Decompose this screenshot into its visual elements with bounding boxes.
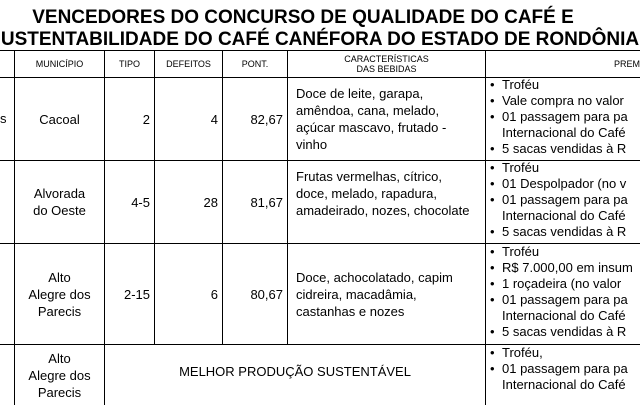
municipio-line: Parecis (37, 384, 82, 400)
municipio-line: Alto (48, 350, 71, 366)
table-row-1-tipo: 2 (142, 111, 150, 127)
prize-item: • 5 sacas vendidas à R (488, 224, 640, 240)
table-row-2-municipio (15, 161, 104, 243)
municipio-line: Parecis (37, 303, 82, 319)
prize-item: Internacional do Café (502, 125, 626, 140)
document-title-line-2: USTENTABILIDADE DO CAFÉ CANÉFORA DO ESTADO DE RONDÔNIA (0, 29, 640, 50)
table-row-2-tipo: 4-5 (131, 194, 150, 210)
table-row-1-defeitos: 4 (210, 111, 218, 127)
table-row-4-merged-category: MELHOR PRODUÇÃO SUSTENTÁVEL (179, 363, 411, 379)
prize-item: • 5 sacas vendidas à R (488, 324, 640, 340)
prize-item: Internacional do Café (502, 377, 626, 392)
prize-item: • R$ 7.000,00 em insum (488, 260, 640, 276)
table-row-1-pont: 82,67 (250, 111, 283, 127)
header-municipio: MUNICÍPIO (35, 59, 84, 69)
table-row-3-tipo: 2-15 (123, 286, 150, 302)
table-row-4-municipio (15, 345, 104, 405)
header-premios: PREM (613, 59, 640, 69)
prize-item: • 1 roçadeira (no valor (488, 276, 640, 292)
prize-item: • 01 passagem para pa (488, 292, 640, 308)
table-row-2-caracteristicas: Frutas vermelhas, cítrico, doce, melado, rapadura, amadeirado, nozes, chocolate (296, 169, 470, 218)
table-row-3-premios (488, 244, 640, 340)
municipio-line: do Oeste (33, 203, 86, 218)
prize-item: • Troféu (488, 160, 640, 176)
header-pont: PONT. (241, 59, 269, 69)
prize-item: Internacional do Café (502, 308, 626, 323)
table-row-2-premios (488, 160, 640, 240)
prize-item: • 01 passagem para pa (488, 192, 640, 208)
header-caracteristicas-line-2: DAS BEBIDAS (356, 64, 417, 74)
table-row-3-pont: 80,67 (250, 286, 283, 302)
prize-item: • Vale compra no valor (488, 93, 640, 109)
prize-item: • 01 Despolpador (no v (488, 176, 640, 192)
header-caracteristicas (288, 52, 485, 76)
prize-item: • 01 passagem para pa (488, 109, 640, 125)
table-rule (485, 50, 486, 405)
municipio-line: Alto (48, 269, 71, 285)
table-rule (0, 50, 640, 51)
table-row-1-caracteristicas: Doce de leite, garapa, amêndoa, cana, melado, açúcar mascavo, frutado - vinho (296, 86, 447, 152)
municipio-line: Alegre dos (28, 367, 91, 383)
municipio-line: Alvorada (33, 186, 86, 201)
prize-item: • Troféu, (488, 345, 640, 361)
header-caracteristicas-line-1: CARACTERÍSTICAS (344, 54, 429, 64)
municipio-line: Cacoal (39, 111, 80, 127)
prize-item: • Troféu (488, 244, 640, 260)
header-tipo: TIPO (118, 59, 140, 69)
prize-item: • 01 passagem para pa (488, 361, 640, 377)
table-row-4-premios (488, 345, 640, 393)
table-row-1-edge: s (0, 111, 7, 126)
table-row-2-pont: 81,67 (250, 194, 283, 210)
table-rule (287, 50, 288, 344)
table-row-2-defeitos: 28 (203, 194, 218, 210)
table-row-1-premios (488, 77, 640, 157)
prize-item: Internacional do Café (502, 208, 626, 223)
header-defeitos: DEFEITOS (166, 59, 211, 69)
prize-item: • 5 sacas vendidas à R (488, 141, 640, 157)
prize-item: • Troféu (488, 77, 640, 93)
table-row-3-caracteristicas: Doce, achocolatado, capim cidreira, macadâmia, castanhas e nozes (296, 270, 453, 319)
municipio-line: Alegre dos (28, 286, 91, 302)
table-row-3-municipio (15, 244, 104, 344)
table-row-1-municipio (15, 78, 104, 160)
document-title-line-1: VENCEDORES DO CONCURSO DE QUALIDADE DO CAFÉ E (32, 7, 574, 28)
table-row-3-defeitos: 6 (210, 286, 218, 302)
